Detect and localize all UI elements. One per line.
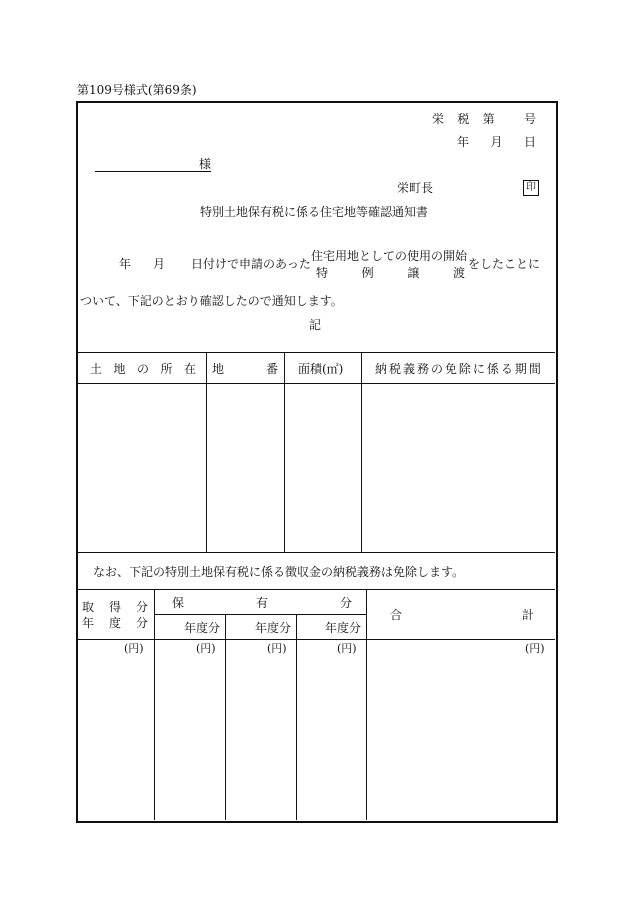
divider-table1-bottom bbox=[77, 552, 555, 553]
vline-t2-c bbox=[296, 614, 297, 820]
body-line2: ついて、下記のとおり確認したので通知します。 bbox=[80, 294, 343, 308]
divider-table1-top bbox=[77, 352, 555, 353]
vline-t2-b bbox=[225, 614, 226, 820]
document-number: 栄 税 第 号 bbox=[432, 112, 536, 126]
ki-label: 記 bbox=[309, 318, 322, 332]
divider-table2-top bbox=[77, 589, 555, 590]
body-date-suffix: 日付けで申請のあった bbox=[191, 257, 311, 271]
seal-mark: 印 bbox=[523, 180, 539, 196]
addressee-suffix: 様 bbox=[199, 157, 212, 171]
vline-t2-a bbox=[154, 589, 155, 820]
header-area: 面積(㎡) bbox=[298, 362, 344, 376]
header-fiscal-year-1: 年度分 bbox=[184, 621, 221, 635]
header-fiscal-year-3: 年度分 bbox=[325, 621, 362, 635]
header-holding: 保 有 分 bbox=[172, 596, 352, 610]
vline-t1-a bbox=[206, 352, 207, 552]
issue-date: 年 月 日 bbox=[457, 135, 536, 149]
form-number: 第109号様式(第69条) bbox=[77, 83, 197, 97]
yen-total: (円) bbox=[525, 642, 545, 655]
body-month: 月 bbox=[153, 257, 166, 271]
header-location: 土 地 の 所 在 bbox=[90, 362, 196, 376]
vline-t1-b bbox=[284, 352, 285, 552]
vline-t1-c bbox=[361, 352, 362, 552]
header-acquisition-line2: 年 度 分 bbox=[82, 616, 148, 630]
yen-year-3: (円) bbox=[337, 642, 357, 655]
document-title: 特別土地保有税に係る住宅地等確認通知書 bbox=[200, 205, 429, 219]
yen-acquisition: (円) bbox=[124, 642, 144, 655]
header-exemption-period: 納 税 義 務 の 免 除 に 係 る 期 間 bbox=[375, 362, 541, 376]
header-total: 合 計 bbox=[390, 608, 534, 622]
body-option-lower: 特 例 譲 渡 bbox=[316, 266, 465, 280]
exemption-note: なお、下記の特別土地保有税に係る徴収金の納税義務は免除します。 bbox=[93, 565, 465, 579]
header-acquisition-line1: 取 得 分 bbox=[82, 600, 148, 614]
yen-year-2: (円) bbox=[267, 642, 287, 655]
issuer-name: 栄町長 bbox=[397, 181, 434, 195]
header-lot-number: 地 番 bbox=[212, 362, 278, 376]
body-option-upper: 住宅用地としての使用の開始 bbox=[311, 249, 468, 263]
header-fiscal-year-2: 年度分 bbox=[255, 621, 292, 635]
body-trailing: をしたことに bbox=[468, 257, 541, 271]
yen-year-1: (円) bbox=[196, 642, 216, 655]
divider-hold-sub bbox=[154, 614, 366, 615]
divider-table1-header bbox=[77, 383, 555, 384]
vline-t2-d bbox=[366, 589, 367, 820]
divider-table2-header bbox=[77, 639, 555, 640]
addressee-line bbox=[95, 171, 211, 172]
body-year: 年 bbox=[119, 257, 132, 271]
